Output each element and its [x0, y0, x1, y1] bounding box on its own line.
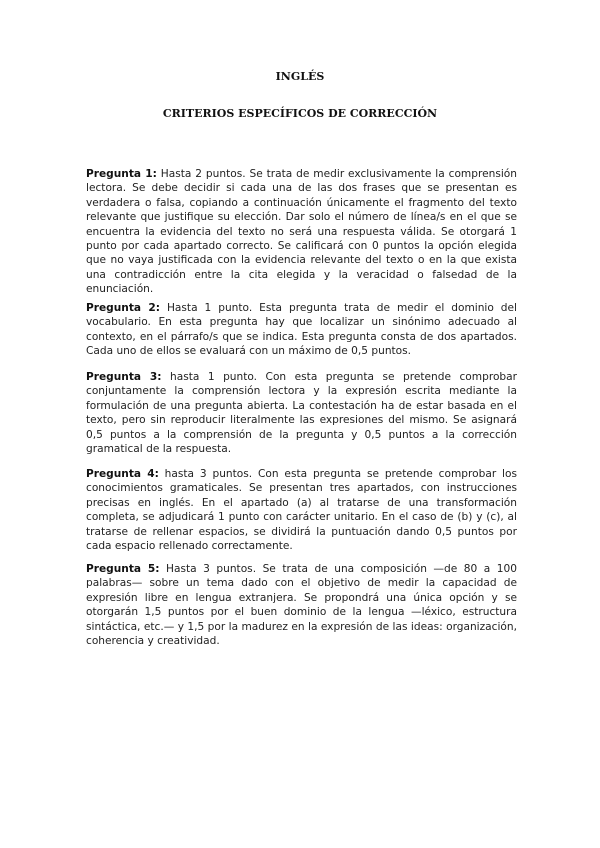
question-5-label: Pregunta 5:	[86, 563, 160, 575]
question-5-paragraph	[86, 562, 517, 648]
question-1-paragraph	[86, 167, 517, 297]
question-4-paragraph	[86, 467, 517, 553]
question-4-label: Pregunta 4:	[86, 468, 159, 480]
question-2-text: Hasta 1 punto. Esta pregunta trata de medir el dominio del vocabulario. En esta pregunta hay que localizar un sinónimo adecuado al contexto, en el párrafo/s que se indica. Esta pregunta consta de dos apartados. Cada uno de ellos se evaluará con un máximo de 0,5 puntos.	[86, 302, 517, 358]
page-subtitle: CRITERIOS ESPECÍFICOS DE CORRECCIÓN	[162, 107, 438, 120]
question-1-text: Hasta 2 puntos. Se trata de medir exclusivamente la comprensión lectora. Se debe decidir si cada una de las dos frases que se presentan es verdadera o falsa, copiando a continuación únicamente el fragmento del texto relevante que justifique su elección. Dar solo el número de línea/s en el que se encuentra la evidencia del texto no será una respuesta válida. Se otorgará 1 punto por cada apartado correcto. Se calificará con 0 puntos la opción elegida que no vaya justificada con la evidencia relevante del texto o en la que exista una contradicción entre la cita elegida y la veracidad o falsedad de la enunciación.	[86, 168, 517, 296]
question-3-label: Pregunta 3:	[86, 371, 162, 383]
question-5-text: Hasta 3 puntos. Se trata de una composición —de 80 a 100 palabras— sobre un tema dado con el objetivo de medir la capacidad de expresión libre en lengua extranjera. Se propondrá una única opción y se otorgarán 1,5 puntos por el buen dominio de la lengua —léxico, estructura sintáctica, etc.— y 1,5 por la madurez en la expresión de las ideas: organización, coherencia y creatividad.	[86, 563, 517, 648]
question-1-label: Pregunta 1:	[86, 168, 157, 180]
question-2-label: Pregunta 2:	[86, 302, 160, 314]
question-2-paragraph	[86, 301, 517, 359]
question-3-paragraph	[86, 370, 517, 456]
page-title: INGLÉS	[275, 70, 325, 83]
question-3-text: hasta 1 punto. Con esta pregunta se pretende comprobar conjuntamente la comprensión lectora y la expresión escrita mediante la formulación de una pregunta abierta. La contestación ha de estar basada en el texto, pero sin reproducir literalmente las expresiones del mismo. Se asignará 0,5 puntos a la comprensión de la pregunta y 0,5 puntos a la corrección gramatical de la respuesta.	[86, 371, 517, 456]
question-4-text: hasta 3 puntos. Con esta pregunta se pretende comprobar los conocimientos gramaticales. Se presentan tres apartados, con instrucciones precisas en inglés. En el apartado (a) al tratarse de una transformación completa, se adjudicará 1 punto con carácter unitario. En el caso de (b) y (c), al tratarse de rellenar espacios, se dividirá la puntuación dando 0,5 puntos por cada espacio rellenado correctamente.	[86, 468, 517, 553]
